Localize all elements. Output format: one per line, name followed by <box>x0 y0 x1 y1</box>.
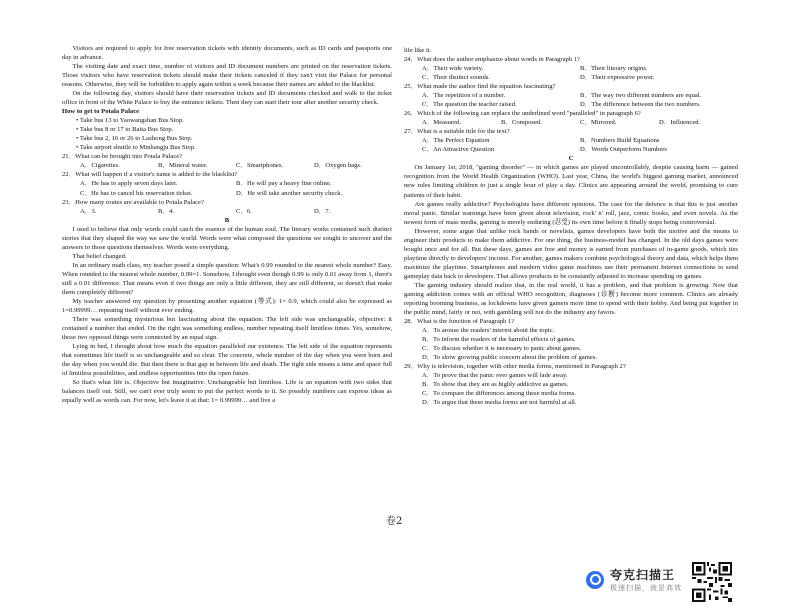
options-21 <box>62 161 392 170</box>
option: C．The question the teacher raised. <box>422 101 517 109</box>
option: B．Mineral water. <box>158 162 208 170</box>
left-column <box>62 44 392 405</box>
question-22: 22．What will happen if a visitor's name is added to the blacklist? <box>62 171 238 179</box>
route-heading: How to get to Potala Palace <box>62 108 140 116</box>
option: B．Composed. <box>501 119 542 127</box>
options-27 <box>404 136 738 154</box>
option: B．The way two different numbers are equal. <box>580 92 702 100</box>
route-item: • Take airport shuttle to Minhangju Bus Stop. <box>76 144 196 152</box>
right-column <box>404 46 738 407</box>
question-28: 28．What is the function of Paragraph 1? <box>404 317 515 325</box>
section-c-label: C <box>568 155 574 163</box>
option: B．4. <box>158 207 174 215</box>
options-29 <box>404 371 738 407</box>
option: A．The repetition of a number. <box>422 92 506 100</box>
option: B．To inform the readers of the harmful effects of games. <box>422 336 576 343</box>
option: C．To discuss whether it is necessary to panic about games. <box>422 345 582 353</box>
scanner-watermark <box>586 566 682 593</box>
passage-a-para-1: Visitors are required to apply for free reservation tickets with identity documents, such as ID cards and passports one day in advance. <box>62 45 392 62</box>
option: C．He has to cancel his reservation ticket. <box>80 189 193 197</box>
option: D．Oxygen bags. <box>314 162 362 170</box>
option: C．Their distinct sounds. <box>422 74 490 82</box>
option: A．To arouse the readers' interest about the topic. <box>422 326 555 334</box>
options-22 <box>62 179 392 197</box>
passage-b-para-4: My teacher answered my question by presenting another equation (等式): 1= 0.9, which could also be expressed as 1=0.99999… repeating itself without ever ending. <box>62 297 392 314</box>
option: D．7. <box>314 207 331 215</box>
passage-c-para-4: The gaming industry should realize that, in the real world, it has a problem, and that problem is growing. Now that gaming addiction comes with an official WHO recognition, diagnoses (诊断) become more common. Clinics are already reporting booming business, as lockdowns have given gamers more time to spend with their hobby. And being put together in the public mind, fairly or not, with gambling will not do the industry any favors. <box>404 281 738 316</box>
route-item: • Take bus 13 to Yaowangshan Bus Stop. <box>76 117 184 125</box>
question-23: 23．How many routes are available to Potala Palace? <box>62 198 204 206</box>
option: C．Mirrored. <box>580 119 617 127</box>
option: D．Their expressive power. <box>580 74 655 82</box>
option: D．He will take another security check. <box>236 189 343 197</box>
options-24 <box>404 64 738 82</box>
option: D．To argue that these media forms are not harmful at all. <box>422 399 577 407</box>
passage-b-para-1: I used to believe that only words could catch the essence of the human soul. The literary works contained such distinct stories that they shaped the way we saw the world. Words were what composed the questions we sought to uncover and the answers to those questions themselves. Words were everything. <box>62 225 392 251</box>
option: A．The Perfect Equation <box>422 137 490 145</box>
option: A．He has to apply seven days later. <box>80 180 178 188</box>
option: D．To show growing public concern about the problem of games. <box>422 354 597 362</box>
question-21: 21．What can be brought into Potala Palace? <box>62 153 183 161</box>
passage-b-para-7: So that's what life is. Objective but imaginative. Unchangeable but limitless. Life is an equation with two sides that balances itself out. Still, we can't ever truly seem to put the perfect words to it. So possibly numbers can express ideas as equally well as words can. For now, let's leave it at that: 1= 0.99999… and live a <box>62 379 392 405</box>
option: A．Their wide variety. <box>422 65 484 73</box>
question-29: 29．Why is television, together with other media forms, mentioned in Paragraph 2? <box>404 363 626 371</box>
option: C．6. <box>236 207 252 215</box>
scanner-name: 夸克扫描王 <box>610 568 676 582</box>
scanner-brand <box>610 566 682 593</box>
option: B．Their literary origins. <box>580 65 648 73</box>
passage-b-para-5: There was something mysterious but fascinating about the equation. The left side was unchangeable, objective: it contained a number that ended. On the right was something endless, number repeating itself limitless times. Yes, somehow, those two opposed things were connected by an equal sign. <box>62 315 392 341</box>
qr-code-icon <box>692 562 732 602</box>
question-25: 25．What made the author find the equation fascinating? <box>404 83 556 91</box>
option: B．To show that they are as highly addictive as games. <box>422 381 569 389</box>
passage-b-para-2: That belief changed. <box>72 252 127 260</box>
option: A．Cigarettes. <box>80 162 120 170</box>
options-28 <box>404 326 738 362</box>
option: B．Numbers Build Equations <box>580 137 660 145</box>
options-26 <box>404 118 738 127</box>
page-mark: 卷2 <box>386 516 403 527</box>
option: C．An Attractive Question <box>422 146 495 154</box>
passage-b-para-3: In an ordinary math class, my teacher posed a simple question: What's 0.99 rounded to the nearest whole number? Easy. When rounded to the nearest whole number, 0.99=1. Somehow, I thought even though 0.99 is only 0.01 away from 1, there's still a 0.01 difference. That means even if two things are only a little different, they are still different, so doesn't that make them completely different? <box>62 261 392 296</box>
option: D．Influenced. <box>659 119 701 127</box>
option: A．Measured. <box>422 119 462 127</box>
passage-a-para-3: On the following day, visitors should have their reservation tickets and ID documents checked and walk to the ticket office in front of the White Palace to buy the entrance tickets. Then they can start their tour after another security check. <box>62 90 392 107</box>
passage-c-para-3: However, some argue that unlike rock bands or novelists, games developers have both the motive and the means to engineer their products to make them addictive. For one thing, the business-model has changed. In the old days games were bought once and for all. But these days, games are free and money is earned from purchases of in-game goods, which ties playtime directly to developers' income. For another, games makers combine psychological theory and data, which helps them maximize the playtime. Smartphones and modern video game machines use their permanent Internet connections to send gameplay data back to developers. That allows products to be constantly adjusted to increase spending on games. <box>404 227 738 280</box>
option: C．To compare the differences among these media forms. <box>422 390 576 398</box>
passage-c-para-2: Are games really addictive? Psychologists have different opinions. The case for the defence is that this is just another moral panic. Similar warnings have been given about television, rock' n' roll, jazz, comic books, and even novels. As the newest form of mass media, gaming is merely enduring (忍受) its own time before it finally stops being controversial. <box>404 200 738 226</box>
options-23 <box>62 207 392 216</box>
continuation-line: life like it. <box>404 47 432 54</box>
option: C．Smartphones. <box>236 162 284 170</box>
option: B．He will pay a heavy fine online. <box>236 180 332 188</box>
passage-a-para-2: The visiting date and exact time, number of visitors and ID document numbers are printed on the reservation tickets. Those visitors who have reservation tickets should make their tickets canceled if they can't visit the Palace for personal reasons. Otherwise, they will be forbidden to apply again within a week because their names are added to the blacklist. <box>62 63 392 89</box>
question-27: 27．What is a suitable title for the text? <box>404 128 510 136</box>
section-b-label: B <box>224 216 230 224</box>
option: D．The difference between the two numbers. <box>580 101 701 109</box>
option: A．To prove that the panic over games will fade away. <box>422 372 568 380</box>
question-24: 24．What does the author emphasize about words in Paragraph 1? <box>404 56 580 64</box>
option: A．3. <box>80 207 97 215</box>
options-25 <box>404 91 738 109</box>
passage-b-para-6: Lying in bed, I thought about how much the equation paralleled our existence. The left side of the equation represents that sometimes life itself is so unchangeable and so clear. The concrete, whole number of the day when you were born and the day when you would die. But then there is that gap in between life and death. The right side means a time and space full of limitless possibilities, and endless opportunities into the open future. <box>62 343 392 378</box>
scanner-logo-icon <box>586 571 604 589</box>
question-26: 26．Which of the following can replace the underlined word "paralleled" in paragraph 6? <box>404 110 641 118</box>
route-item: • Take bus 8 or 17 to Baita Bus Stop. <box>76 126 174 134</box>
passage-c-para-1: On January 1st, 2018, "gaming disorder" — in which games are played uncontrollably, despite causing harm — gained recognition from the World Health Organization (WHO). Last year, China, the world's biggest gaming market, announced new rules limiting children to just a single hour of play a day. Clinics are appearing around the world, promising to cure patients of their habit. <box>404 164 738 199</box>
scanner-slogan: 极速扫描，就是高效 <box>610 584 682 592</box>
option: D．Words Outperform Numbers <box>580 146 668 154</box>
route-item: • Take bus 2, 16 or 26 to Lazhong Bus Stop. <box>76 135 193 143</box>
